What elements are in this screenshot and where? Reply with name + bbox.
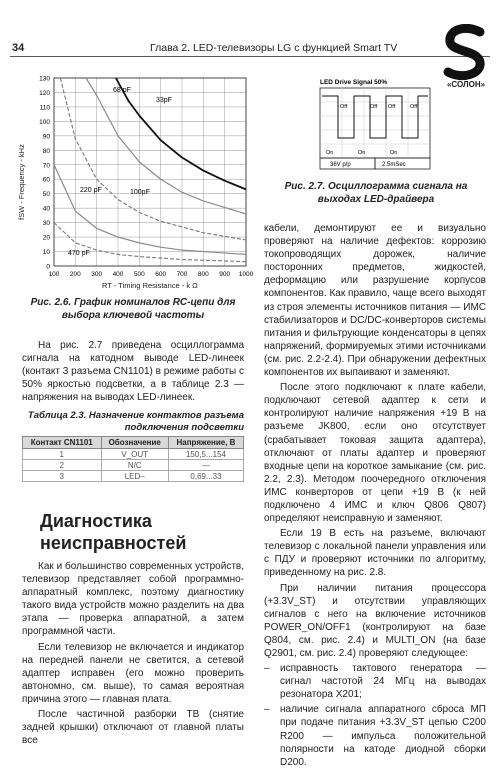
off-label: Off <box>370 104 378 110</box>
y-tick-label: 30 <box>42 220 50 228</box>
table-cell: 150,5...154 <box>168 449 243 460</box>
x-tick-label: 600 <box>155 271 167 278</box>
y-tick-label: 20 <box>42 234 50 242</box>
rc-frequency-chart <box>10 70 256 296</box>
table-header-cell: Обозначение <box>101 437 168 449</box>
table-caption-line: подключения подсветки <box>124 422 244 433</box>
on-label: On <box>326 150 334 156</box>
chapter-title: Глава 2. LED-телевизоры LG с функцией Smart TV <box>150 42 398 54</box>
check-list <box>264 662 486 769</box>
paragraph: Если 19 В есть на разъеме, включают телевизор с локальной панели управления или с ПДУ и проверяют источники по алгоритму, приведенному на рис. 2.8. <box>264 528 486 579</box>
section-title-line: неисправностей <box>40 533 187 553</box>
y-tick-label: 110 <box>39 104 50 112</box>
label-100pf: 100pF <box>130 189 150 196</box>
x-tick-label: 1000 <box>238 271 254 278</box>
table-row <box>23 471 244 482</box>
y-tick-label: 120 <box>39 89 50 97</box>
paragraph: На рис. 2.7 приведена осциллограмма сигнала на катодном выводе LED-линеек (контакт 3 разъема CN1101) в режиме работы с 50% яркостью подсветки, а в таблице 2.3 — напряжения на выводах LED-линеек. <box>22 340 244 404</box>
publisher-name: «СОЛОН» <box>446 80 486 89</box>
y-tick-label: 60 <box>42 176 50 184</box>
paragraph: Если телевизор не включается и индикатор на передней панели не светится, а сетевой адаптер исправен (его можно проверить автономно, см. выше), то самая вероятная причина этого — главная плата. <box>22 641 244 705</box>
table-cell: N/C <box>101 460 168 471</box>
right-column-text <box>264 222 486 771</box>
table-header-cell: Контакт CN1101 <box>23 437 102 449</box>
figure-2-7-caption: Рис. 2.7. Осциллограмма сигнала на выходах LED-драйвера <box>284 181 468 205</box>
left-paragraphs <box>22 560 244 749</box>
label-470pf: 470 pF <box>68 250 90 257</box>
off-label: Off <box>340 104 348 110</box>
left-paragraph-1 <box>22 339 244 406</box>
paragraph: После этого подключают к плате кабели, подключают сетевой адаптер к сети и контролируют наличие напряжения +19 В на разъеме JK800, если оно отсутствует (срабатывает токовая защита адаптера), отключают от платы адаптер и проверяют входные цепи на короткое замыкание (см. рис. 2.2, 2.3). Методом поочередного отключения ИМС конверторов от цепи +19 В (к ней подключено 4 ИМС и ключ Q806 Q807) определяют неисправную и заменяют. <box>264 382 486 525</box>
list-item: – исправность тактового генератора — сигнал частотой 24 МГц на выводах резонатора X201; <box>264 662 486 701</box>
table-row <box>23 449 244 460</box>
label-220pf: 220 pF <box>80 187 102 194</box>
table-cell: LED– <box>101 471 168 482</box>
table-2-3-caption <box>22 410 244 434</box>
period-readout: 2.5mSec <box>382 162 406 168</box>
x-tick-label: 700 <box>176 271 188 278</box>
chart-ticks <box>39 76 253 279</box>
x-tick-label: 900 <box>219 271 231 278</box>
figure-2-6-caption: Рис. 2.6. График номиналов RC-цепи для выбора ключевой частоты <box>30 297 236 321</box>
paragraph: Как и большинство современных устройств, телевизор представляет собой программно-аппаратный комплекс, поэтому диагностику такого вида устройств можно разделить на два этапа — проверка аппаратной, а затем программной части. <box>22 561 244 638</box>
table-cell: — <box>168 460 243 471</box>
off-label: Off <box>388 104 396 110</box>
plot-frame <box>54 78 246 266</box>
connector-table <box>22 436 244 482</box>
series-line-100pf <box>60 78 246 240</box>
table-cell: 3 <box>23 471 102 482</box>
table-caption-line: Таблица 2.3. Назначение контактов разъема <box>27 410 244 421</box>
table-cell: 2 <box>23 460 102 471</box>
connector-table-wrap <box>22 436 244 482</box>
y-tick-label: 50 <box>42 191 50 199</box>
x-tick-label: 200 <box>69 271 81 278</box>
series-line-33pf <box>116 78 246 189</box>
chart-x-axis-label: RT - Timing Resistance - k Ω <box>102 281 198 290</box>
chart-grid <box>54 78 246 266</box>
off-label: Off <box>410 104 418 110</box>
y-tick-label: 40 <box>42 205 50 213</box>
x-tick-label: 400 <box>112 271 124 278</box>
x-tick-label: 500 <box>133 271 145 278</box>
x-tick-label: 100 <box>48 271 60 278</box>
paragraph: кабели, демонтируют ее и визуально проверяют на наличие дефектов: коррозию токопроводящих дорожек, наличие посторонних предметов, жидкостей, деформацию или разрушение корпусов компонентов. Как правило, чаще всего выходят из строя элементы источников питания — ИМС стабилизаторов и DC/DC-конверторов системы питания и фильтрующие конденсаторы в цепях напряжений, формируемых этими источниками (см. рис. 2.2-2.4). При обнаружении дефектных компонентов их выпаивают и заменяют. <box>264 223 486 379</box>
table-header-row <box>23 437 244 449</box>
table-cell: 1 <box>23 449 102 460</box>
y-tick-label: 100 <box>39 118 50 126</box>
table-header-cell: Напряжение, В <box>168 437 243 449</box>
publisher-logo-icon <box>440 24 490 84</box>
y-tick-label: 130 <box>39 75 50 83</box>
list-item: – наличие сигнала аппаратного сброса МП при подаче питания +3.3V_ST цепью C200 R200 — импульса положительной полярности на катоде диодной сборки D200. <box>264 703 486 768</box>
on-label: On <box>390 150 398 156</box>
section-title-line: Диагностика <box>40 511 152 531</box>
on-label: On <box>358 150 366 156</box>
oscillogram-title: LED Drive Signal 50% <box>320 79 388 86</box>
table-row <box>23 460 244 471</box>
y-tick-label: 70 <box>42 162 50 170</box>
y-tick-label: 10 <box>42 249 50 257</box>
voltage-readout: 36V p/p <box>330 162 351 168</box>
paragraph: При наличии питания процессора (+3.3V_ST) и отсутствии управляющих сигналов с него на включение источников POWER_ON/OFF1 (контролируют на базе Q804, см. рис. 2.4) и MULTI_ON (на базе Q2901, см. рис. 2.4) проверяют следующее: <box>264 582 486 659</box>
y-tick-label: 0 <box>46 263 50 271</box>
y-tick-label: 90 <box>42 133 50 141</box>
table-cell: V_OUT <box>101 449 168 460</box>
page-number: 34 <box>12 42 25 54</box>
x-tick-label: 800 <box>197 271 209 278</box>
chart-y-axis-label: fSW - Frequency - kHz <box>17 144 26 220</box>
chart-series <box>54 78 246 262</box>
y-tick-label: 80 <box>42 147 50 155</box>
header-divider <box>10 56 490 57</box>
section-title <box>40 510 250 554</box>
x-tick-label: 300 <box>91 271 103 278</box>
paragraph: После частичной разборки ТВ (снятие задней крышки) отключают от главной платы все <box>22 709 244 747</box>
label-68pf: 68 pF <box>113 87 131 94</box>
led-drive-oscillogram <box>318 74 432 170</box>
label-33pf: 33pF <box>156 97 172 104</box>
table-cell: 0,69...33 <box>168 471 243 482</box>
series-line-220pf <box>54 165 246 255</box>
